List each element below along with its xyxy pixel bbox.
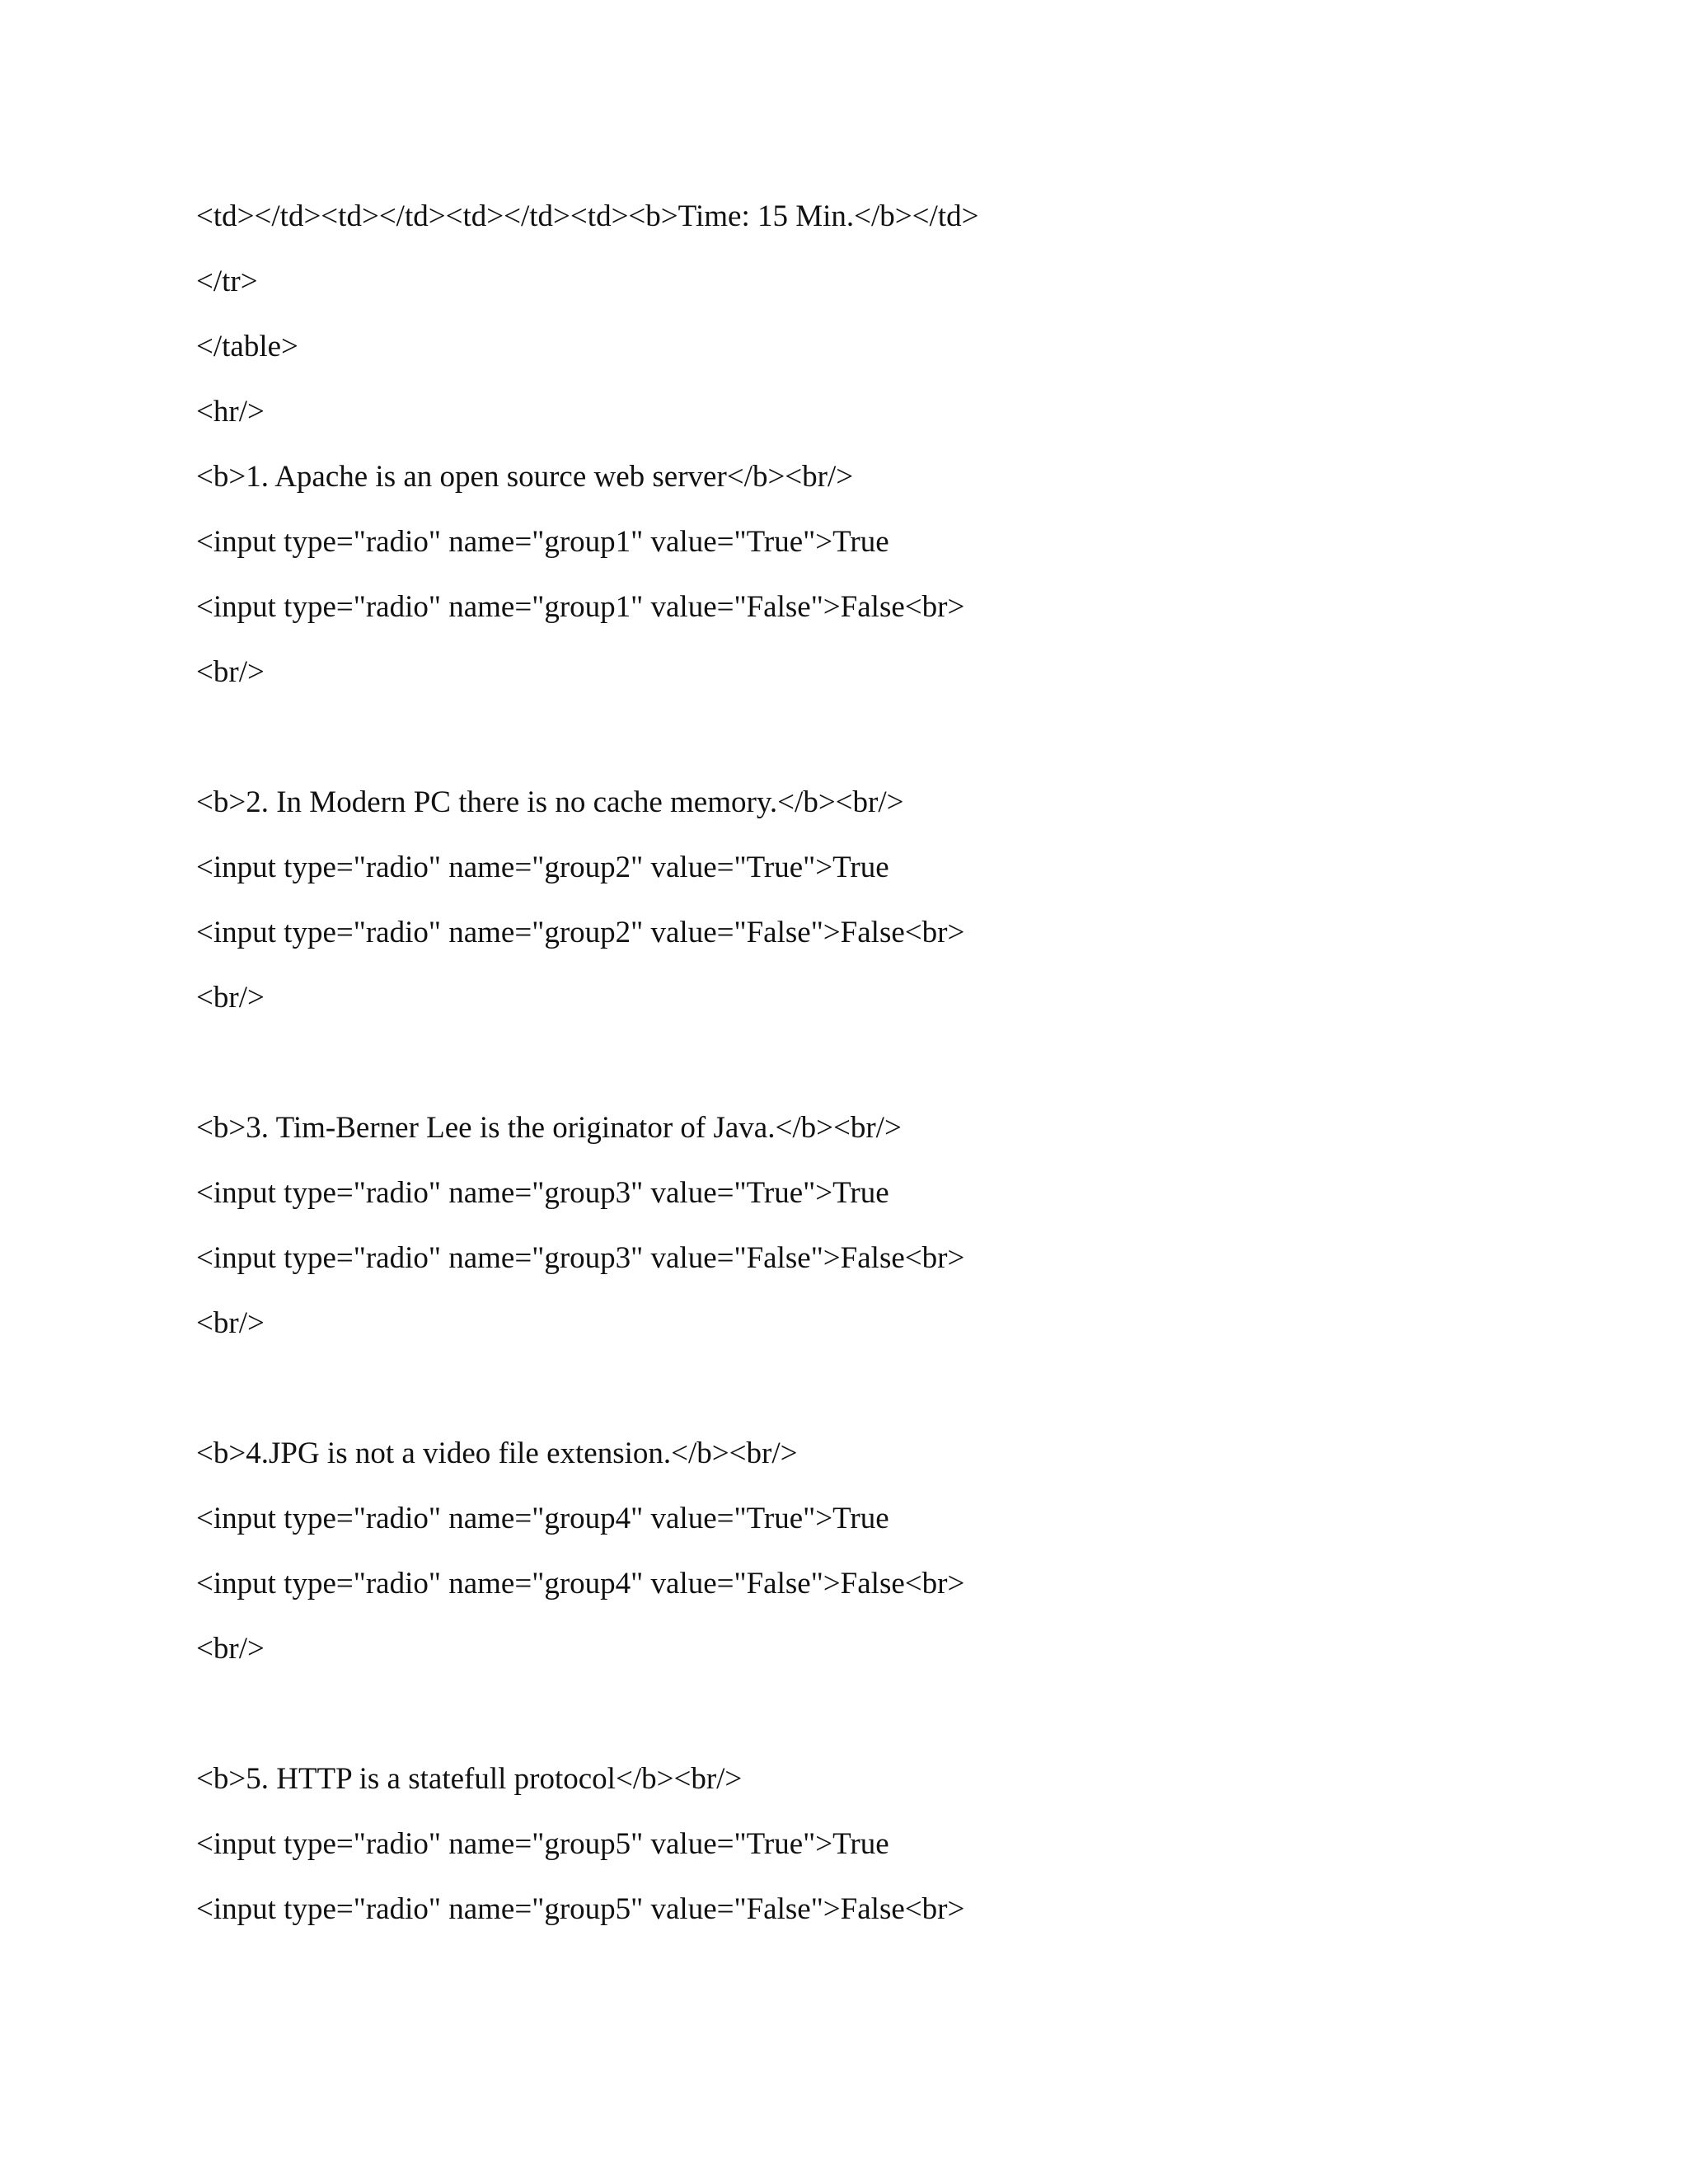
question-4-true-option: <input type="radio" name="group4" value="True">True xyxy=(196,1502,889,1535)
question-2-true-option: <input type="radio" name="group2" value="True">True xyxy=(196,851,889,884)
html-source-listing xyxy=(196,194,1597,1952)
question-3-break: <br/> xyxy=(196,1306,265,1340)
source-line-hr: <hr/> xyxy=(196,395,265,429)
question-5-text: <b>5. HTTP is a statefull protocol</b><br/> xyxy=(196,1762,743,1796)
question-1-true-option: <input type="radio" name="group1" value="True">True xyxy=(196,525,889,559)
question-3-true-option: <input type="radio" name="group3" value="True">True xyxy=(196,1176,889,1210)
blank-line xyxy=(196,1692,1597,1757)
blank-line xyxy=(196,1041,1597,1106)
question-2-break: <br/> xyxy=(196,981,265,1015)
question-4-false-option: <input type="radio" name="group4" value="False">False<br> xyxy=(196,1567,965,1601)
question-3-false-option: <input type="radio" name="group3" value="False">False<br> xyxy=(196,1241,965,1275)
source-line-table-cells: <td></td><td></td><td></td><td><b>Time: 15 Min.</b></td> xyxy=(196,199,979,233)
blank-line xyxy=(196,715,1597,780)
question-2-text: <b>2. In Modern PC there is no cache memory.</b><br/> xyxy=(196,785,904,819)
question-5-true-option: <input type="radio" name="group5" value="True">True xyxy=(196,1827,889,1861)
question-1-text: <b>1. Apache is an open source web server</b><br/> xyxy=(196,460,854,494)
question-3-text: <b>3. Tim-Berner Lee is the originator of Java.</b><br/> xyxy=(196,1111,902,1145)
source-line-close-table: </table> xyxy=(196,330,298,363)
question-1-break: <br/> xyxy=(196,655,265,689)
blank-line xyxy=(196,1366,1597,1432)
source-line-close-tr: </tr> xyxy=(196,265,258,298)
question-5-false-option: <input type="radio" name="group5" value="False">False<br> xyxy=(196,1892,965,1926)
question-2-false-option: <input type="radio" name="group2" value="False">False<br> xyxy=(196,916,965,949)
question-4-break: <br/> xyxy=(196,1632,265,1666)
question-4-text: <b>4.JPG is not a video file extension.</b><br/> xyxy=(196,1436,798,1470)
question-1-false-option: <input type="radio" name="group1" value="False">False<br> xyxy=(196,590,965,624)
